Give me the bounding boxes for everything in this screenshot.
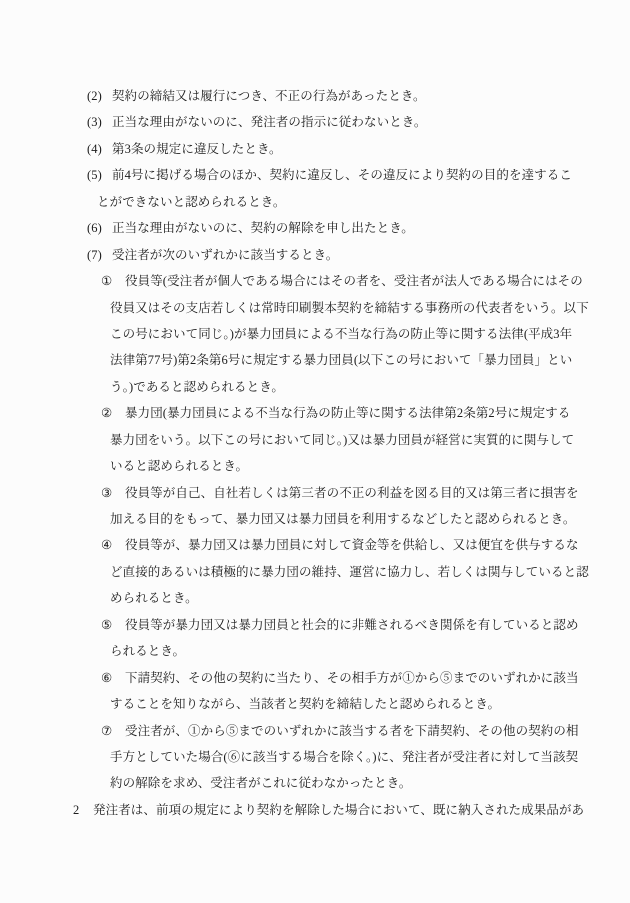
- clause-text: 役員等が暴力団又は暴力団員と社会的に非難されるべき関係を有していると認め: [125, 617, 579, 632]
- clause-text: 役員等(受注者が個人である場合にはその者を、受注者が法人である場合にはその: [125, 274, 583, 289]
- clause-line: [0, 400, 630, 426]
- clause-text: 約の解除を求め、受注者がこれに従わなかったとき。: [110, 776, 412, 791]
- clause-marker: (6): [87, 221, 102, 236]
- clause-text: 前4号に掲げる場合のほか、契約に違反し、その違反により契約の目的を達するこ: [112, 168, 572, 183]
- clause-line: [0, 506, 630, 532]
- clause-line: [0, 770, 630, 796]
- clause-marker: ③: [101, 485, 113, 500]
- clause-line: [0, 215, 630, 241]
- clause-marker: ②: [101, 406, 113, 421]
- clause-marker: ⑦: [101, 723, 113, 738]
- clause-text: 加える目的をもって、暴力団又は暴力団員を利用するなどしたと認められるとき。: [110, 512, 576, 526]
- clause-line: [0, 480, 630, 506]
- clause-line: [0, 162, 630, 188]
- clause-text: められるとき。: [110, 591, 198, 606]
- clause-text: 役員等が自己、自社若しくは第三者の不正の利益を図る目的又は第三者に損害を: [125, 485, 579, 500]
- clause-marker: 2: [73, 802, 80, 817]
- clause-marker: (4): [87, 141, 102, 156]
- clause-line: [0, 532, 630, 558]
- clause-marker: (5): [87, 168, 102, 183]
- clause-text: 暴力団(暴力団員による不当な行為の防止等に関する法律第2条第2号に規定する: [125, 406, 571, 421]
- clause-marker: ⑤: [101, 617, 113, 632]
- clause-text: 役員等が、暴力団又は暴力団員に対して資金等を供給し、又は便宜を供与するな: [125, 538, 579, 553]
- clause-line: [0, 585, 630, 611]
- clause-text: う。)であると認められるとき。: [110, 379, 284, 394]
- clause-line: [0, 665, 630, 691]
- clause-line: [0, 453, 630, 479]
- clause-line: [0, 744, 630, 770]
- clause-text: 下請契約、その他の契約に当たり、その相手方が①から⑤までのいずれかに該当: [125, 670, 579, 685]
- clause-text: られるとき。: [110, 644, 186, 659]
- clause-text: この号において同じ。)が暴力団員による不当な行為の防止等に関する法律(平成3年: [110, 326, 573, 341]
- clause-line: [0, 347, 630, 373]
- clause-line: [0, 268, 630, 294]
- document-body: [0, 83, 630, 823]
- clause-line: [0, 691, 630, 717]
- clause-line: [0, 638, 630, 664]
- clause-line: [0, 797, 630, 823]
- clause-text: いると認められるとき。: [110, 459, 249, 474]
- clause-line: [0, 189, 630, 215]
- clause-line: [0, 321, 630, 347]
- clause-line: [0, 136, 630, 162]
- clause-text: 法律第77号)第2条第6号に規定する暴力団員(以下この号において「暴力団員」とい: [110, 353, 573, 368]
- clause-marker: ④: [101, 538, 113, 553]
- clause-text: ど直接的あるいは積極的に暴力団の維持、運営に協力し、若しくは関与していると認: [110, 564, 589, 579]
- clause-marker: ①: [101, 274, 113, 289]
- clause-marker: (2): [87, 89, 102, 103]
- clause-marker: (7): [87, 247, 102, 262]
- clause-text: 受注者が次のいずれかに該当するとき。: [112, 247, 339, 262]
- clause-line: [0, 242, 630, 268]
- clause-text: 正当な理由がないのに、発注者の指示に従わないとき。: [112, 115, 427, 130]
- clause-text: 役員又はその支店若しくは常時印刷製本契約を締結する事務所の代表者をいう。以下: [110, 300, 589, 315]
- clause-text: することを知りながら、当該者と契約を締結したと認められるとき。: [110, 697, 501, 712]
- clause-line: [0, 427, 630, 453]
- clause-line: [0, 83, 630, 109]
- clause-text: とができないと認められるとき。: [97, 194, 286, 209]
- clause-line: [0, 559, 630, 585]
- clause-text: 契約の締結又は履行につき、不正の行為があったとき。: [112, 89, 426, 103]
- clause-marker: (3): [87, 115, 102, 130]
- clause-text: 暴力団をいう。以下この号において同じ。)又は暴力団員が経営に実質的に関与して: [110, 432, 575, 447]
- clause-marker: ⑥: [101, 670, 113, 685]
- clause-line: [0, 374, 630, 400]
- clause-text: 発注者は、前項の規定により契約を解除した場合において、既に納入された成果品があ: [93, 802, 585, 817]
- clause-line: [0, 295, 630, 321]
- clause-line: [0, 718, 630, 744]
- clause-text: 受注者が、①から⑤までのいずれかに該当する者を下請契約、その他の契約の相: [125, 723, 579, 738]
- clause-line: [0, 612, 630, 638]
- clause-text: 手方としていた場合(⑥に該当する場合を除く。)に、発注者が受注者に対して当該契: [110, 749, 579, 764]
- clause-text: 正当な理由がないのに、契約の解除を申し出たとき。: [112, 221, 414, 236]
- clause-line: [0, 109, 630, 135]
- clause-text: 第3条の規定に違反したとき。: [112, 141, 282, 156]
